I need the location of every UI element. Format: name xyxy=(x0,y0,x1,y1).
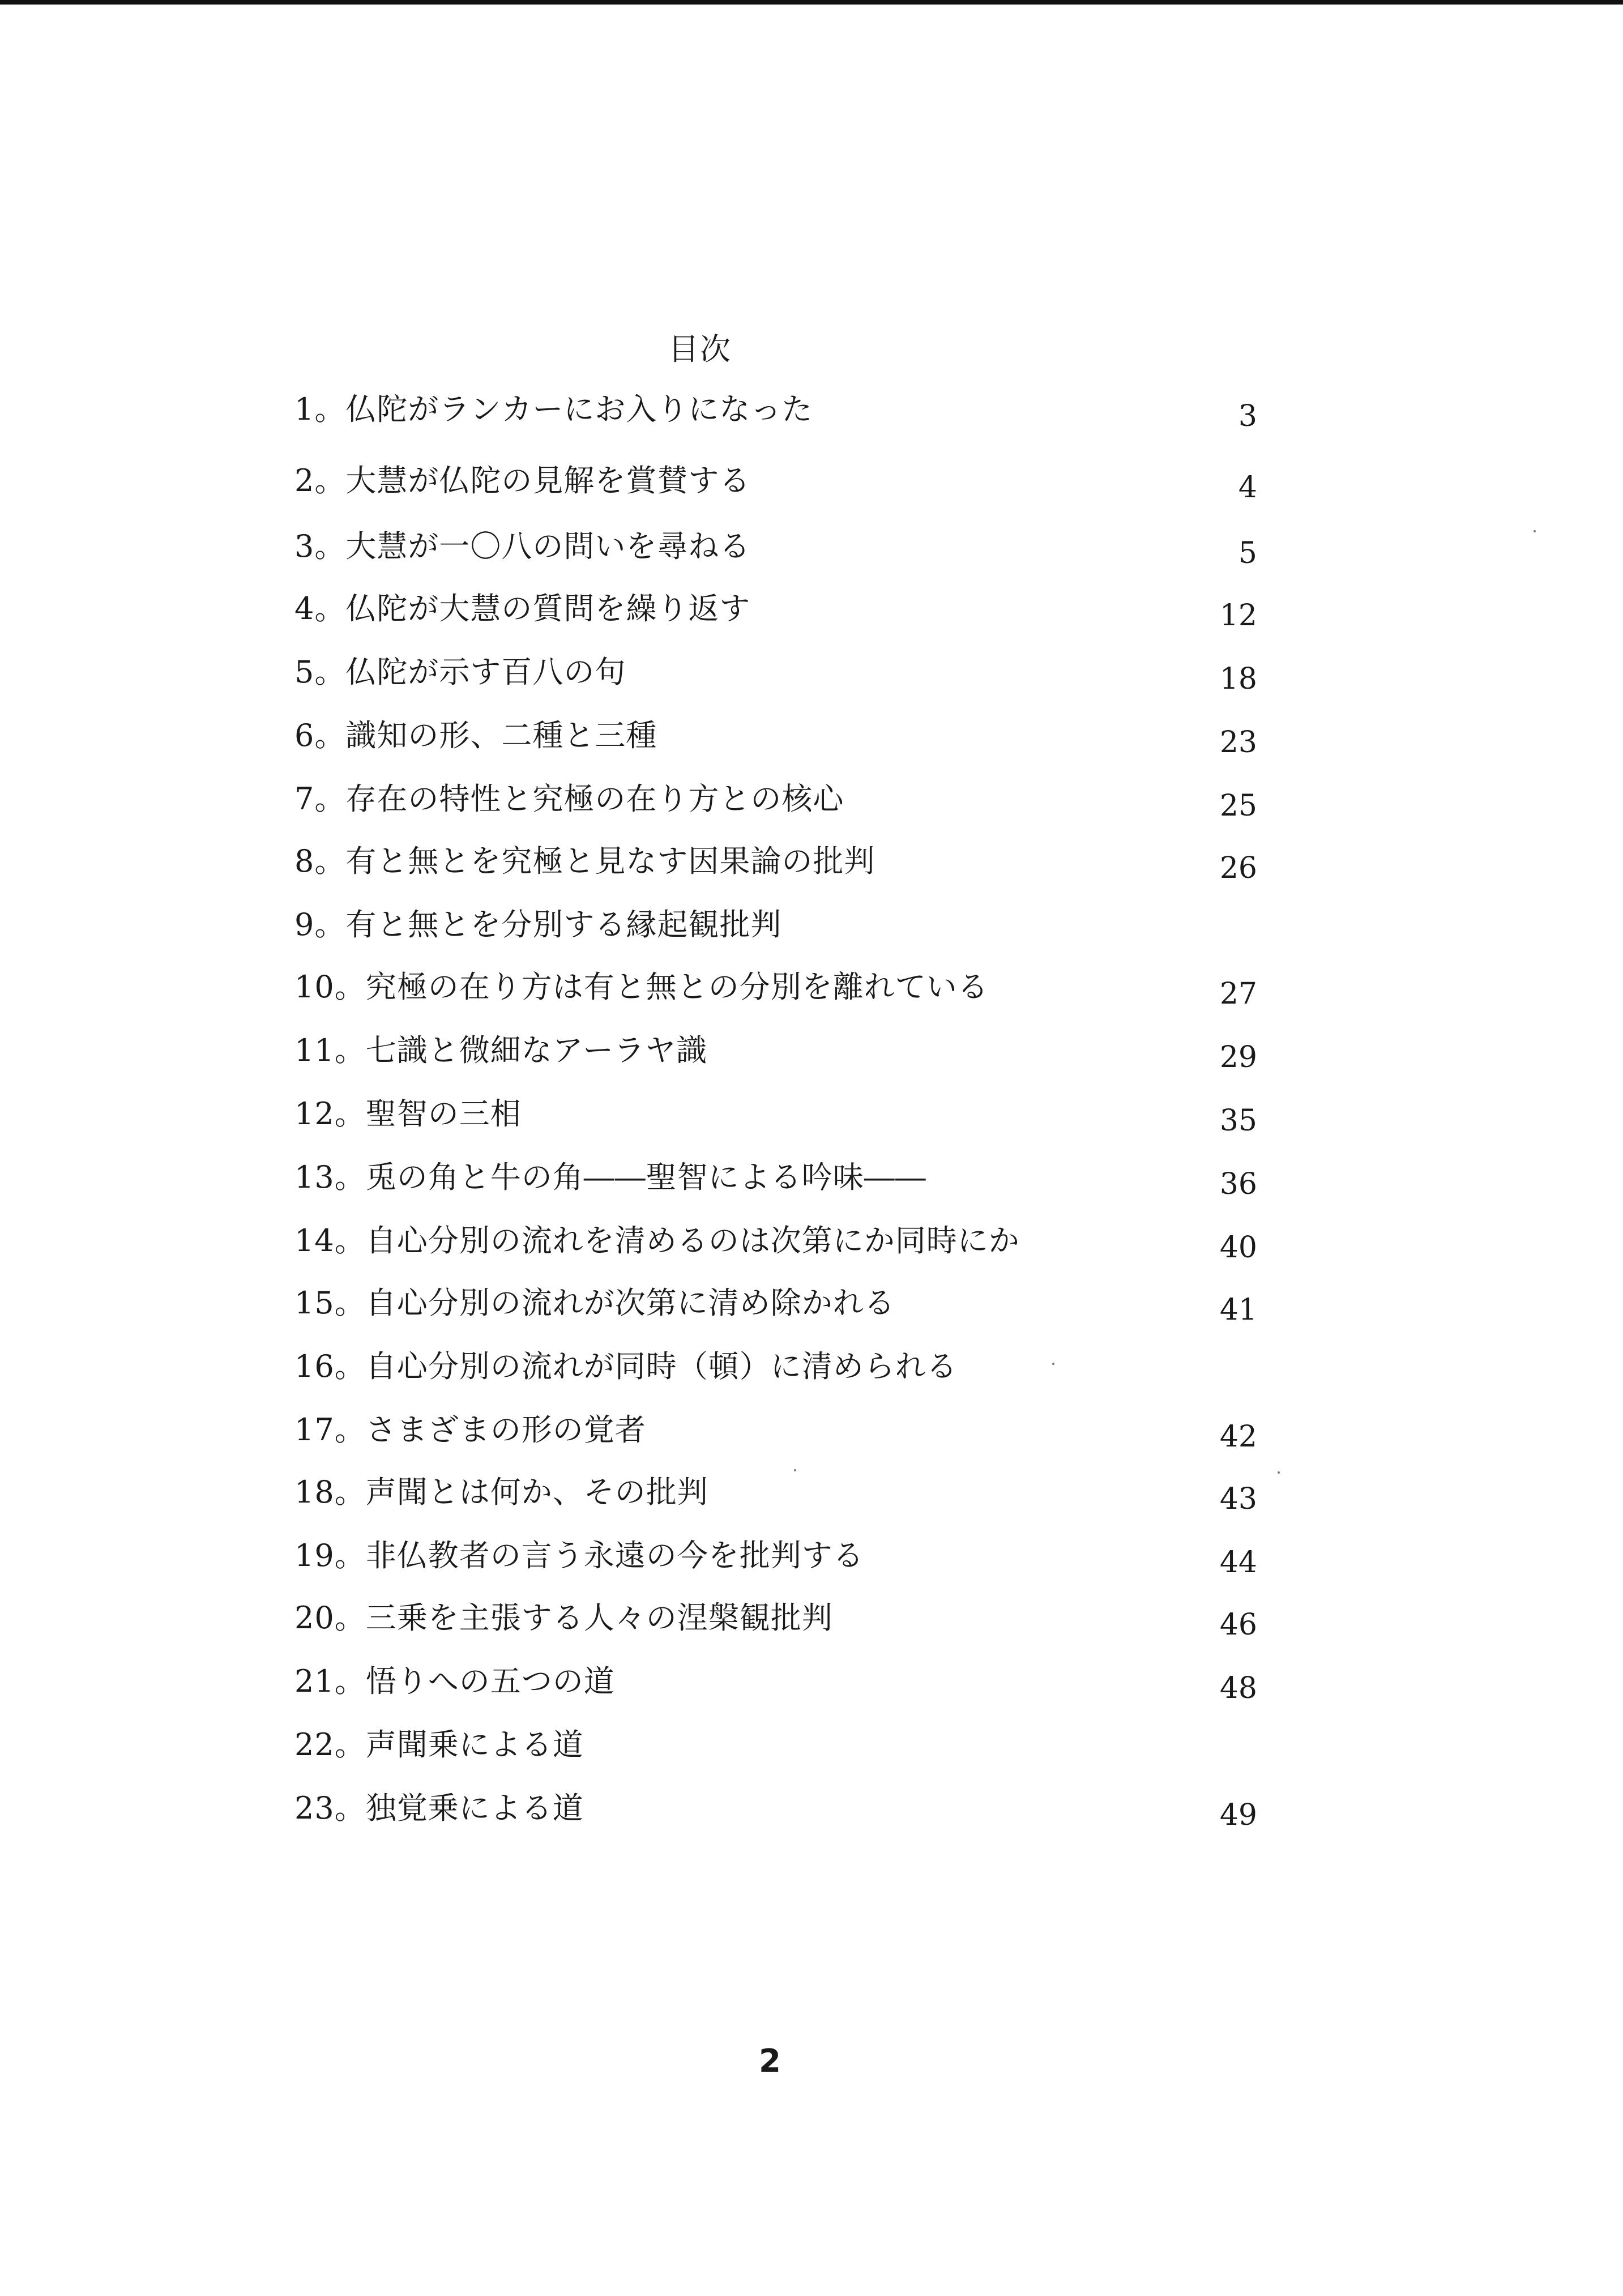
toc-entry xyxy=(294,904,1257,949)
toc-entry-title: 2。大慧が仏陀の見解を賞賛する xyxy=(294,463,751,498)
scan-speck xyxy=(1534,530,1536,532)
toc-entry xyxy=(294,588,1257,633)
toc-entry-page: 43 xyxy=(1219,1482,1257,1516)
footer-page-number: 2 xyxy=(759,2043,781,2080)
toc-entry-page: 48 xyxy=(1219,1671,1257,1705)
toc-entry-page: 3 xyxy=(1238,399,1257,433)
toc-entry xyxy=(294,778,1257,823)
toc-entry-page: 18 xyxy=(1219,662,1257,696)
toc-entry-title: 15。自心分別の流れが次第に清め除かれる xyxy=(294,1285,895,1321)
toc-entry xyxy=(294,1471,1257,1517)
toc-entry xyxy=(294,460,1257,505)
toc-entry-title: 16。自心分別の流れが同時（頓）に清められる xyxy=(294,1348,958,1384)
toc-entry-page: 41 xyxy=(1219,1293,1257,1327)
scan-speck xyxy=(1278,1471,1280,1474)
table-of-contents xyxy=(294,0,1280,2296)
scan-speck xyxy=(1052,1363,1054,1365)
toc-entry-title: 20。三乗を主張する人々の涅槃観批判 xyxy=(294,1600,833,1636)
toc-entry-title: 5。仏陀が示す百八の句 xyxy=(294,654,626,690)
toc-entry-title: 1。仏陀がランカーにお入りになった xyxy=(294,391,813,427)
toc-entry xyxy=(294,1724,1257,1769)
toc-entry-title: 21。悟りへの五つの道 xyxy=(294,1663,615,1699)
toc-entry-page: 49 xyxy=(1219,1798,1257,1832)
toc-entry xyxy=(294,1156,1257,1202)
toc-entry-title: 7。存在の特性と究極の在り方との核心 xyxy=(294,781,844,817)
toc-entry-title: 22。声聞乗による道 xyxy=(294,1727,584,1762)
toc-entry xyxy=(294,1597,1257,1642)
toc-entry xyxy=(294,1409,1257,1454)
toc-entry-title: 13。兎の角と牛の角――聖智による吟味―― xyxy=(294,1159,926,1195)
toc-entry xyxy=(294,966,1257,1012)
toc-entry xyxy=(294,1661,1257,1706)
toc-entry xyxy=(294,1093,1257,1138)
toc-entry xyxy=(294,1282,1257,1328)
toc-entry-page: 40 xyxy=(1219,1231,1257,1265)
toc-entry-title: 6。識知の形、二種と三種 xyxy=(294,718,657,753)
toc-entry-page: 29 xyxy=(1219,1040,1257,1074)
page-title: 目次 xyxy=(668,331,732,367)
toc-entry-page: 27 xyxy=(1219,977,1257,1011)
toc-entry-page: 36 xyxy=(1219,1167,1257,1201)
toc-entry-title: 23。独覚乗による道 xyxy=(294,1790,584,1826)
toc-entry-title: 18。声聞とは何か、その批判 xyxy=(294,1474,708,1510)
toc-entry-title: 14。自心分別の流れを清めるのは次第にか同時にか xyxy=(294,1223,1020,1258)
toc-entry-page: 42 xyxy=(1219,1420,1257,1454)
toc-entry xyxy=(294,651,1257,697)
toc-entry-page: 25 xyxy=(1219,789,1257,823)
toc-entry-title: 11。七識と微細なアーラヤ識 xyxy=(294,1032,708,1068)
toc-entry-title: 3。大慧が一〇八の問いを尋ねる xyxy=(294,528,751,564)
toc-entry-title: 10。究極の在り方は有と無との分別を離れている xyxy=(294,969,989,1005)
toc-entry-page: 26 xyxy=(1219,851,1257,885)
toc-entry-title: 9。有と無とを分別する縁起観批判 xyxy=(294,907,782,942)
toc-entry-title: 19。非仏教者の言う永遠の今を批判する xyxy=(294,1538,864,1573)
toc-entry-title: 17。さまざまの形の覚者 xyxy=(294,1412,646,1448)
toc-entry-title: 12。聖智の三相 xyxy=(294,1096,522,1132)
toc-entry xyxy=(294,715,1257,760)
scan-speck xyxy=(794,1469,796,1471)
toc-entry-page: 5 xyxy=(1238,536,1257,570)
toc-entry xyxy=(294,840,1257,886)
toc-entry-page: 12 xyxy=(1219,599,1257,633)
toc-entry-title: 4。仏陀が大慧の質問を繰り返す xyxy=(294,591,751,626)
toc-entry xyxy=(294,1030,1257,1075)
toc-entry-page: 35 xyxy=(1219,1104,1257,1138)
toc-entry-page: 23 xyxy=(1219,725,1257,759)
toc-entry-page: 4 xyxy=(1238,471,1257,505)
toc-entry xyxy=(294,526,1257,571)
toc-entry xyxy=(294,1535,1257,1580)
toc-entry xyxy=(294,1787,1257,1833)
toc-entry xyxy=(294,1220,1257,1265)
toc-entry-page: 44 xyxy=(1219,1546,1257,1580)
toc-entry-page: 46 xyxy=(1219,1608,1257,1642)
toc-entry-title: 8。有と無とを究極と見なす因果論の批判 xyxy=(294,843,875,879)
toc-entry xyxy=(294,1346,1257,1391)
toc-entry xyxy=(294,389,1257,434)
